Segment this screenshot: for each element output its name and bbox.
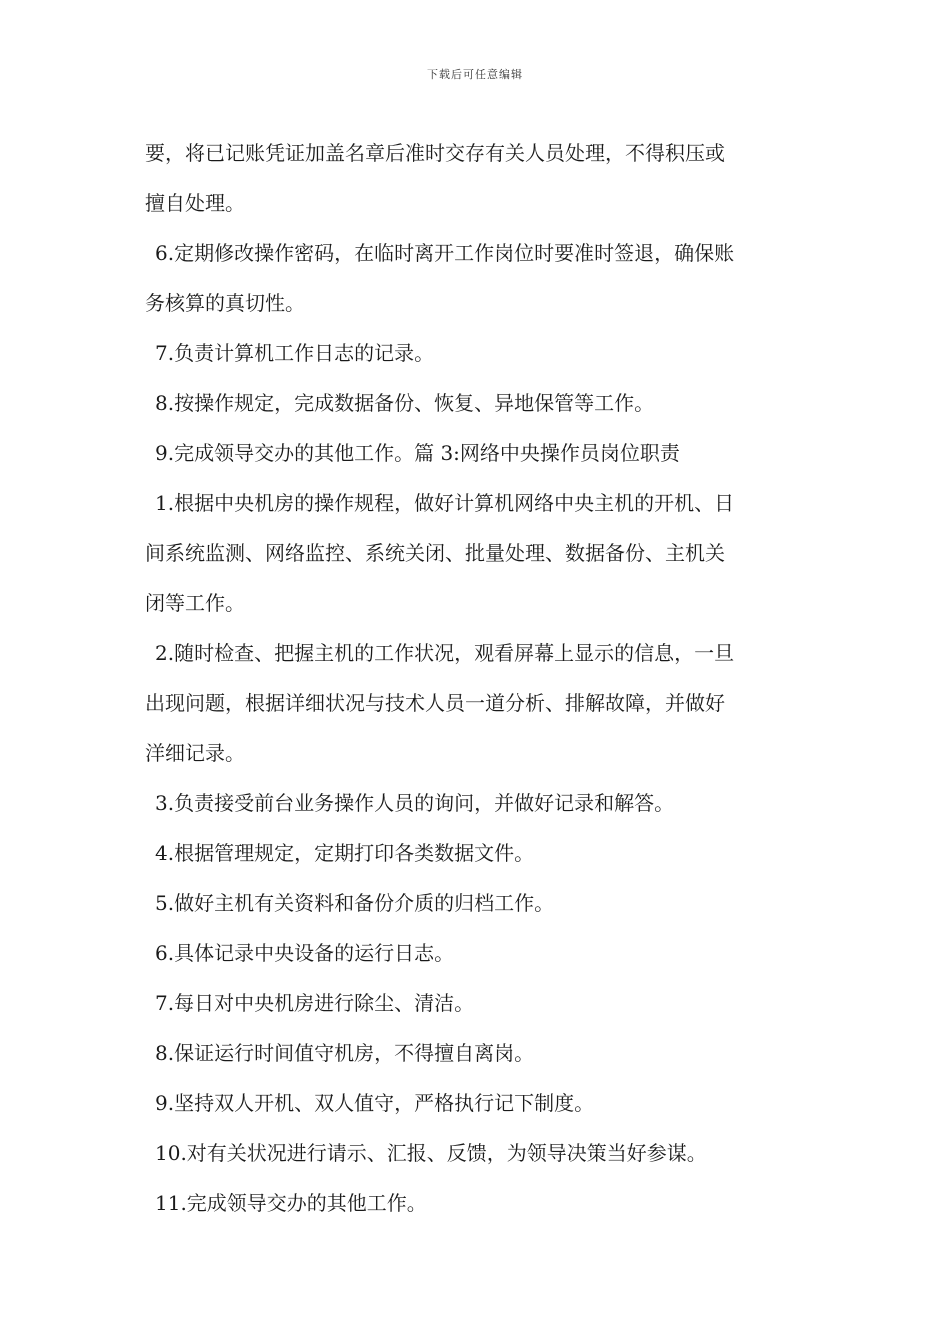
list-item: 6.具体记录中央设备的运行日志。 xyxy=(155,941,455,965)
list-item: 7.每日对中央机房进行除尘、清洁。 xyxy=(155,991,475,1015)
text-line: 出现问题，根据详细状况与技术人员一道分析、排解故障，并做好 xyxy=(145,691,725,715)
list-item: 8.按操作规定，完成数据备份、恢复、异地保管等工作。 xyxy=(155,391,655,415)
list-item: 11.完成领导交办的其他工作。 xyxy=(155,1191,427,1215)
document-body xyxy=(145,128,810,1228)
list-item: 9.完成领导交办的其他工作。篇 3:网络中央操作员岗位职责 xyxy=(155,441,680,465)
list-item: 1.根据中央机房的操作规程，做好计算机网络中央主机的开机、日 xyxy=(155,491,735,515)
list-item: 5.做好主机有关资料和备份介质的归档工作。 xyxy=(155,891,555,915)
list-item: 3.负责接受前台业务操作人员的询问，并做好记录和解答。 xyxy=(155,791,675,815)
list-item: 8.保证运行时间值守机房，不得擅自离岗。 xyxy=(155,1041,535,1065)
text-line: 闭等工作。 xyxy=(145,591,245,615)
page-header-note: 下载后可任意编辑 xyxy=(427,68,523,81)
text-line: 间系统监测、网络监控、系统关闭、批量处理、数据备份、主机关 xyxy=(145,541,725,565)
list-item: 7.负责计算机工作日志的记录。 xyxy=(155,341,435,365)
list-item: 9.坚持双人开机、双人值守，严格执行记下制度。 xyxy=(155,1091,595,1115)
list-item: 10.对有关状况进行请示、汇报、反馈，为领导决策当好参谋。 xyxy=(155,1141,707,1165)
list-item: 6.定期修改操作密码，在临时离开工作岗位时要准时签退，确保账 xyxy=(155,241,735,265)
text-line: 务核算的真切性。 xyxy=(145,291,305,315)
text-line: 洋细记录。 xyxy=(145,741,245,765)
text-line: 擅自处理。 xyxy=(145,191,245,215)
text-line: 要，将已记账凭证加盖名章后准时交存有关人员处理，不得积压或 xyxy=(145,141,725,165)
list-item: 2.随时检查、把握主机的工作状况，观看屏幕上显示的信息，一旦 xyxy=(155,641,735,665)
list-item: 4.根据管理规定，定期打印各类数据文件。 xyxy=(155,841,535,865)
